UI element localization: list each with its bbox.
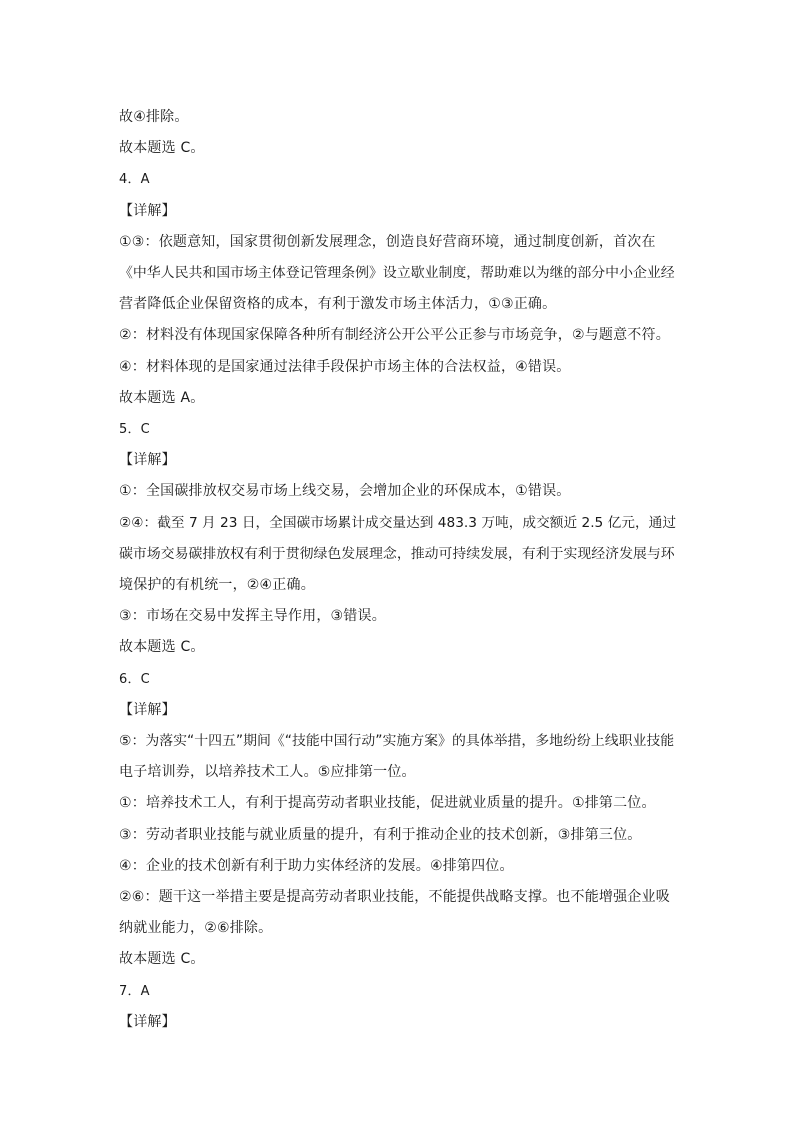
text-line: 《中华人民共和国市场主体登记管理条例》设立歇业制度，帮助难以为继的部分中小企业经 [119, 265, 675, 282]
section-heading: 【详解】 [119, 1013, 176, 1030]
text-line: ③：劳动者职业技能与就业质量的提升，有利于推动企业的技术创新，③排第三位。 [119, 826, 642, 843]
question-number: 4．A [119, 172, 150, 188]
text-line: 境保护的有机统一，②④正确。 [119, 577, 315, 594]
text-line: 营者降低企业保留资格的成本，有利于激发市场主体活力，①③正确。 [119, 296, 557, 313]
text-line: ①：培养技术工人，有利于提高劳动者职业技能，促进就业质量的提升。①排第二位。 [119, 795, 656, 812]
text-line: 故④排除。 [119, 109, 189, 125]
answer-conclusion: 故本题选 A。 [119, 389, 205, 406]
answer-explanations [119, 102, 679, 1038]
text-line: 纳就业能力，②⑥排除。 [119, 920, 273, 937]
text-line: ①：全国碳排放权交易市场上线交易，会增加企业的环保成本，①错误。 [119, 483, 571, 500]
text-line: ⑤：为落实“十四五”期间《“技能中国行动”实施方案》的具体举措，多地纷纷上线职业技能 [119, 733, 675, 750]
question-number: 6．C [119, 671, 150, 687]
text-line: ①③：依题意知，国家贯彻创新发展理念，创造良好营商环境，通过制度创新，首次在 [119, 233, 656, 250]
answer-conclusion: 故本题选 C。 [119, 140, 205, 157]
section-heading: 【详解】 [119, 452, 176, 469]
text-line: ④：材料体现的是国家通过法律手段保护市场主体的合法权益，④错误。 [119, 358, 571, 375]
text-line: ②⑥：题干这一举措主要是提高劳动者职业技能，不能提供战略支撑。也不能增强企业吸 [119, 889, 670, 906]
text-line: ③：市场在交易中发挥主导作用，③错误。 [119, 608, 386, 625]
text-line: ④：企业的技术创新有利于助力实体经济的发展。④排第四位。 [119, 857, 514, 874]
section-heading: 【详解】 [119, 202, 176, 219]
text-line: ②：材料没有体现国家保障各种所有制经济公开公平公正参与市场竞争，②与题意不符。 [119, 327, 670, 344]
text-line: 电子培训券，以培养技术工人。⑤应排第一位。 [119, 764, 416, 781]
answer-conclusion: 故本题选 C。 [119, 951, 205, 968]
question-number: 5．C [119, 422, 150, 438]
answer-conclusion: 故本题选 C。 [119, 639, 205, 656]
text-line: 碳市场交易碳排放权有利于贯彻绿色发展理念，推动可持续发展，有利于实现经济发展与环 [119, 545, 675, 562]
section-heading: 【详解】 [119, 701, 176, 718]
text-line: ②④：截至 7 月 23 日，全国碳市场累计成交量达到 483.3 万吨，成交额近 2.5 亿元，通过 [119, 514, 677, 531]
question-number: 7．A [119, 983, 150, 999]
